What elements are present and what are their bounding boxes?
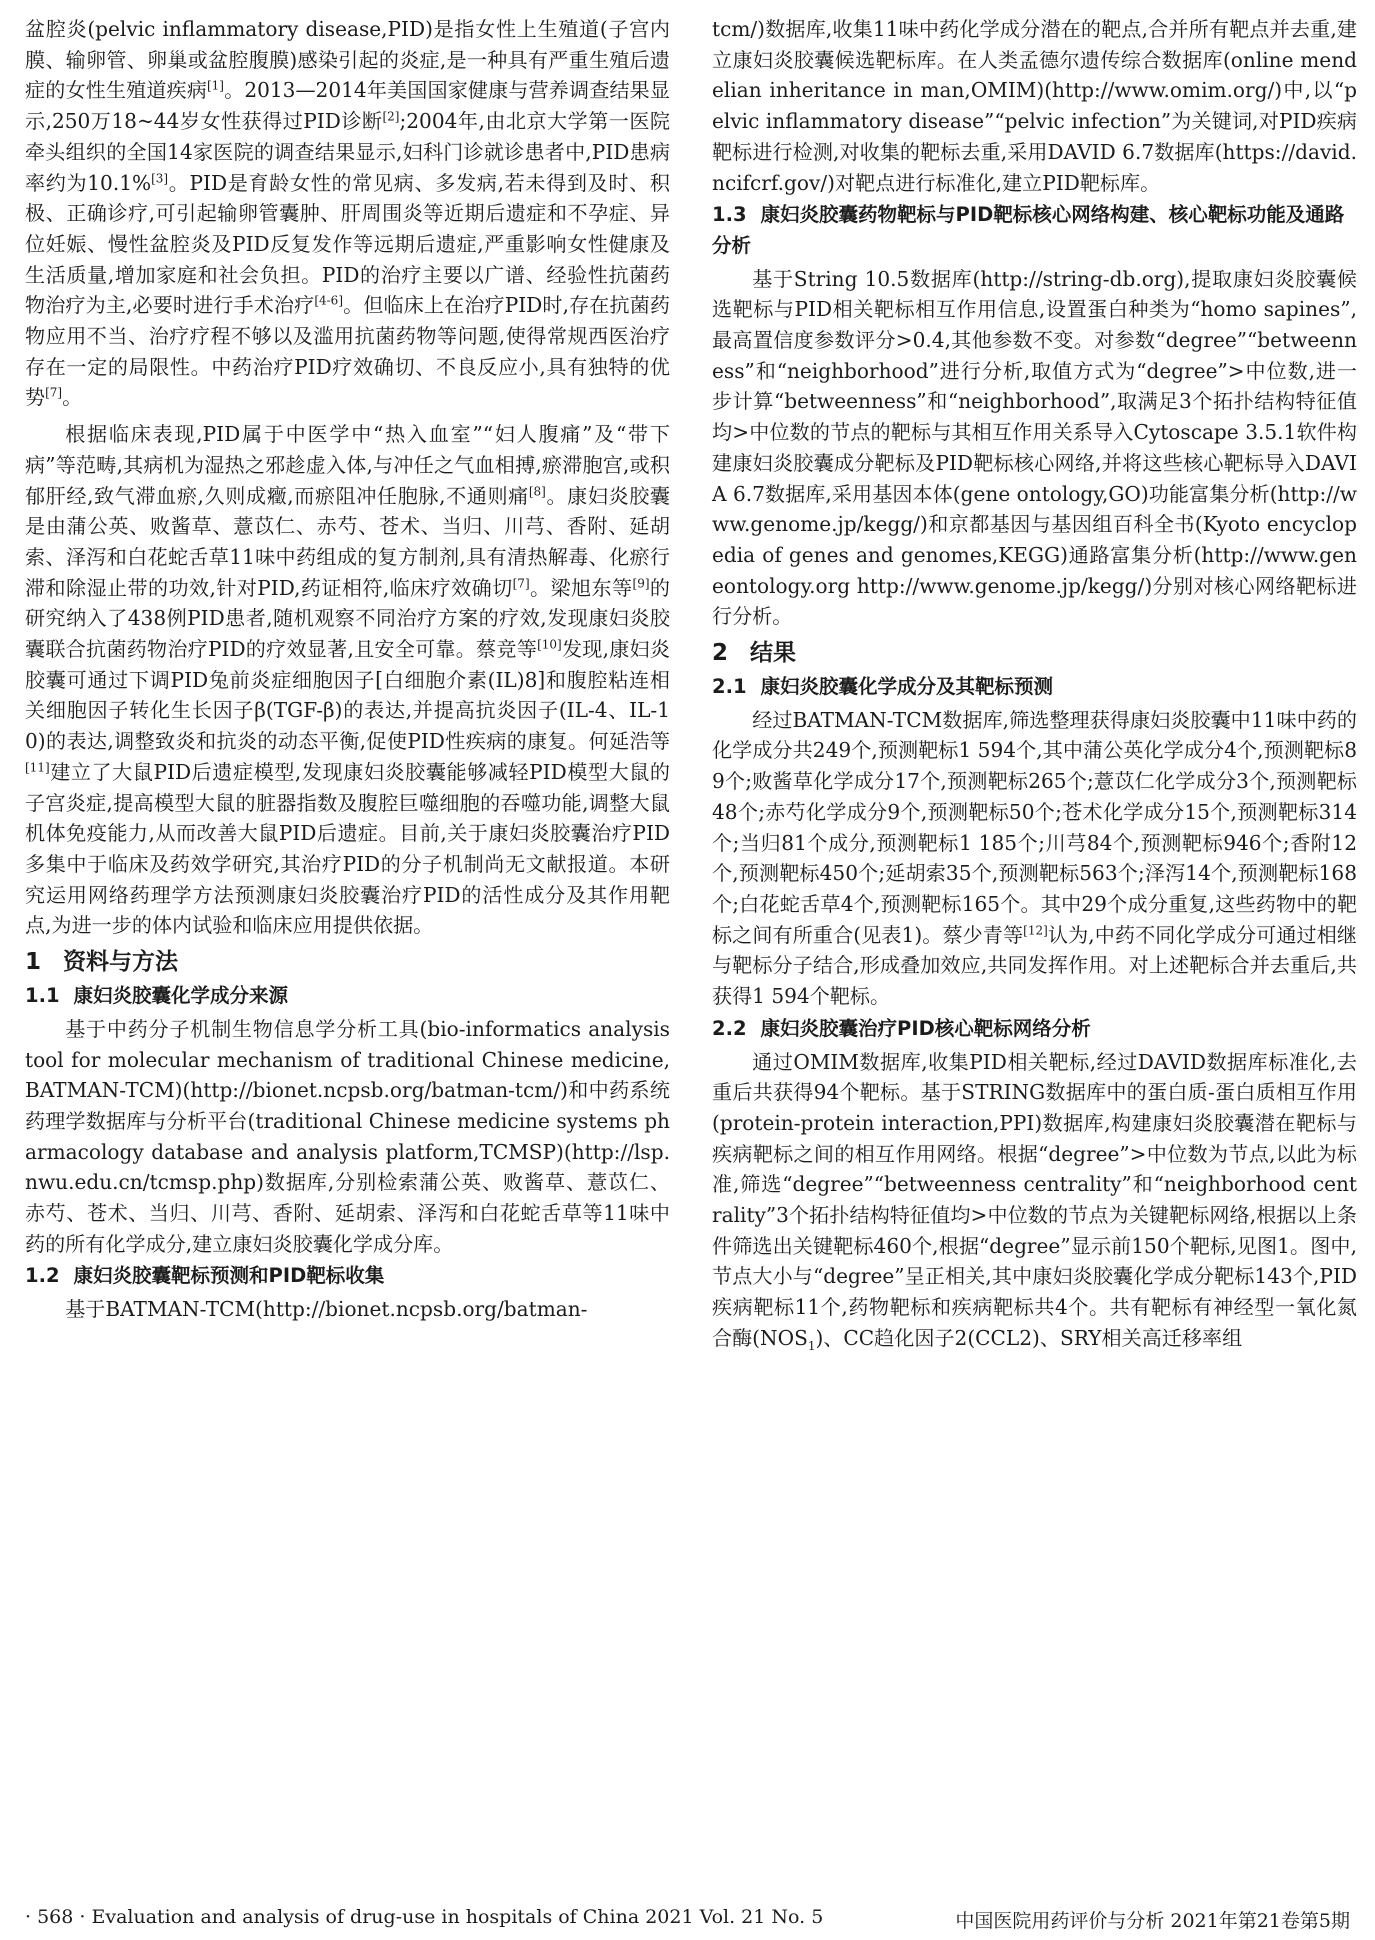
heading-text: 康妇炎胶囊治疗PID核心靶标网络分析 (760, 1016, 1091, 1040)
paragraph (712, 705, 1357, 1012)
text-run: 通过OMIM数据库,收集PID相关靶标,经过DAVID数据库标准化,去重后共获得94个靶标。基于STRING数据库中的蛋白质-蛋白质相互作用(protein-protein interaction,PPI)数据库,构建康妇炎胶囊潜在靶标与疾病靶标之间的相互作用网络。根据“degree”>中位数为节点,以此为标准,筛选“degree”“betweenness centrality”和“neighborhood centrality”3个拓扑结构特征值均>中位数的节点为关键靶标网络,根据以上条件筛选出关键靶标460个,根据“degree”显示前150个靶标,见图1。图中,节点大小与“degree”呈正相关,其中康妇炎胶囊化学成分靶标143个,PID疾病靶标11个,药物靶标和疾病靶标共4个。共有靶标有神经型一氧化氮合酶(NOS (712, 1049, 1357, 1350)
text-run: 。但临床上在治疗PID时,存在抗菌药物应用不当、治疗疗程不够以及滥用抗菌药物等问题,使得常规西医治疗存在一定的局限性。中药治疗PID疗效确切、不良反应小,具有独特的优势 (25, 293, 670, 410)
paragraph (712, 264, 1357, 632)
citation-ref: [10] (537, 637, 562, 652)
subsection-heading (712, 1014, 1357, 1045)
subsection-heading (25, 1261, 670, 1292)
paragraph (25, 419, 670, 941)
text-run: 基于中药分子机制生物信息学分析工具(bio-informatics analysis tool for molecular mechanism of traditional Chinese medicine,BATMAN-TCM)(http://bionet.ncpsb.org/batman-tcm/)和中药系统药理学数据库与分析平台(traditional Chinese medicine systems pharmacology database and analysis platform,TCMSP)(http://lsp.nwu.edu.cn/tcmsp.php)数据库,分别检索蒲公英、败酱草、薏苡仁、赤芍、苍术、当归、川芎、香附、延胡索、泽泻和白花蛇舌草等11味中药的所有化学成分,建立康妇炎胶囊化学成分库。 (25, 1016, 670, 1256)
heading-text: 康妇炎胶囊药物靶标与PID靶标核心网络构建、核心靶标功能及通路分析 (712, 203, 1345, 257)
heading-text: 康妇炎胶囊化学成分来源 (73, 984, 289, 1008)
footer-journal-cn: 中国医院用药评价与分析 2021年第21卷第5期 (955, 1910, 1350, 1932)
heading-number: 1 (25, 949, 42, 976)
footer-journal-en: · 568 · Evaluation and analysis of drug-use in hospitals of China 2021 Vol. 21 No. 5 (25, 1906, 824, 1928)
paragraph (25, 14, 670, 413)
citation-ref: [8] (528, 483, 546, 498)
citation-ref: [9] (632, 575, 650, 590)
heading-text: 康妇炎胶囊靶标预测和PID靶标收集 (73, 1264, 385, 1288)
heading-number: 1.1 (25, 984, 60, 1008)
left-column (25, 14, 670, 1325)
paragraph (712, 14, 1357, 198)
text-run: 。PID是育龄女性的常见病、多发病,若未得到及时、积极、正确诊疗,可引起输卵管囊肿、肝周围炎等近期后遗症和不孕症、异位妊娠、慢性盆腔炎及PID反复发作等远期后遗症,严重影响女性健康及生活质量,增加家庭和社会负担。PID的治疗主要以广谱、经验性抗菌药物治疗为主,必要时进行手术治疗 (25, 170, 670, 318)
heading-text: 结果 (750, 640, 797, 667)
right-column (712, 14, 1357, 1354)
citation-ref: [2] (382, 109, 400, 124)
text-run: 基于String 10.5数据库(http://string-db.org),提取康妇炎胶囊候选靶标与PID相关靶标相互作用信息,设置蛋白种类为“homo sapines”,最高置信度参数评分>0.4,其他参数不变。对参数“degree”“betweenness”和“neighborhood”进行分析,取值方式为“degree”>中位数,进一步计算“betweenness”和“neighborhood”,取满足3个拓扑结构特征值均>中位数的节点的靶标与其相互作用关系导入Cytoscape 3.5.1软件构建康妇炎胶囊成分靶标及PID靶标核心网络,并将这些核心靶标导入DAVIA 6.7数据库,采用基因本体(gene ontology,GO)功能富集分析(http://www.genome.jp/kegg/)和京都基因与基因组百科全书(Kyoto encyclopedia of genes and genomes,KEGG)通路富集分析(http://www.geneontology.org http://www.genome.jp/kegg/)分别对核心网络靶标进行分析。 (712, 266, 1357, 629)
heading-number: 2.2 (712, 1016, 747, 1040)
subscript: 1 (807, 1338, 816, 1353)
text-run: 的研究纳入了438例PID患者,随机观察不同治疗方案的疗效,发现康妇炎胶囊联合抗菌药物治疗PID的疗效显著,且安全可靠。蔡竞等 (25, 575, 671, 662)
text-run: 认为,中药不同化学成分可通过相继与靶标分子结合,形成叠加效应,共同发挥作用。对上述靶标合并去重后,共获得1 594个靶标。 (712, 922, 1357, 1009)
heading-text: 资料与方法 (63, 949, 179, 976)
text-run: 。梁旭东等 (529, 575, 633, 600)
subsection-heading (25, 981, 670, 1012)
citation-ref: [7] (512, 575, 530, 590)
text-run: 。 (62, 385, 83, 410)
citation-ref: [3] (151, 170, 169, 185)
heading-text: 康妇炎胶囊化学成分及其靶标预测 (760, 675, 1054, 699)
heading-number: 2.1 (712, 675, 747, 699)
page-footer (25, 1906, 1350, 1933)
citation-ref: [12] (1023, 923, 1048, 937)
heading-number: 1.2 (25, 1264, 60, 1288)
subsection-heading (712, 200, 1357, 261)
text-run: )、CC趋化因子2(CCL2)、SRY相关高迁移率组 (815, 1325, 1243, 1350)
text-run: 。康妇炎胶囊是由蒲公英、败酱草、薏苡仁、赤芍、苍术、当归、川芎、香附、延胡索、泽泻和白花蛇舌草11味中药组成的复方制剂,具有清热解毒、化瘀行滞和除湿止带的功效,针对PID,药证相符,临床疗效确切 (25, 483, 670, 600)
text-run: ;2004年,由北京大学第一医院牵头组织的全国14家医院的调查结果显示,妇科门诊就诊患者中,PID患病率约为10.1% (25, 109, 671, 195)
subsection-heading (712, 672, 1357, 703)
section-heading (712, 638, 1357, 668)
citation-ref: [7] (45, 385, 63, 400)
heading-number: 1.3 (712, 203, 747, 227)
text-run: tcm/)数据库,收集11味中药化学成分潜在的靶点,合并所有靶点并去重,建立康妇炎胶囊候选靶标库。在人类孟德尔遗传综合数据库(online mendelian inheritance in man,OMIM)(http://www.omim.org/)中,以“pelvic inflammatory disease”“pelvic infection”为关键词,对PID疾病靶标进行检测,对收集的靶标去重,采用DAVID 6.7数据库(https://david.ncifcrf.gov/)对靶点进行标准化,建立PID靶标库。 (712, 17, 1357, 195)
text-run: 根据临床表现,PID属于中医学中“热入血室”“妇人腹痛”及“带下病”等范畴,其病机为湿热之邪趁虚入体,与冲任之气血相搏,瘀滞胞宫,或积郁肝经,致气滞血瘀,久则成癥,而瘀阻冲任胞脉,不通则痛 (25, 422, 670, 508)
text-run: 建立了大鼠PID后遗症模型,发现康妇炎胶囊能够减轻PID模型大鼠的子宫炎症,提高模型大鼠的脏器指数及腹腔巨噬细胞的吞噬功能,调整大鼠机体免疫能力,从而改善大鼠PID后遗症。目前,关于康妇炎胶囊治疗PID多集中于临床及药效学研究,其治疗PID的分子机制尚无文献报道。本研究运用网络药理学方法预测康妇炎胶囊治疗PID的活性成分及其作用靶点,为进一步的体内试验和临床应用提供依据。 (25, 759, 670, 938)
text-run: 基于BATMAN-TCM(http://bionet.ncpsb.org/batman- (65, 1297, 588, 1322)
citation-ref: [1] (206, 78, 224, 93)
text-run: 经过BATMAN-TCM数据库,筛选整理获得康妇炎胶囊中11味中药的化学成分共249个,预测靶标1 594个,其中蒲公英化学成分4个,预测靶标89个;败酱草化学成分17个,预测靶标265个;薏苡仁化学成分3个,预测靶标48个;赤芍化学成分9个,预测靶标50个;苍术化学成分15个,预测靶标314个;当归81个成分,预测靶标1 185个;川芎84个,预测靶标946个;香附12个,预测靶标450个;延胡索35个,预测靶标563个;泽泻14个,预测靶标168个;白花蛇舌草4个,预测靶标165个。其中29个成分重复,这些药物中的靶标之间有所重合(见表1)。蔡少青等 (712, 707, 1357, 947)
paragraph (25, 1014, 670, 1260)
citation-ref: [4-6] (314, 293, 343, 308)
text-run: 盆腔炎(pelvic inflammatory disease,PID)是指女性上生殖道(子宫内膜、输卵管、卵巢或盆腔腹膜)感染引起的炎症,是一种具有严重生殖后遗症的女性生殖道疾病 (25, 17, 670, 103)
section-heading (25, 947, 670, 977)
citation-ref: [11] (25, 760, 50, 775)
text-run: 发现,康妇炎胶囊可通过下调PID兔前炎症细胞因子[白细胞介素(IL)8]和腹腔粘连相关细胞因子转化生长因子β(TGF-β)的表达,并提高抗炎因子(IL-4、IL-10)的表达,调整致炎和抗炎的动态平衡,促使PID性疾病的康复。何延浩等 (25, 637, 670, 754)
paragraph (25, 1294, 670, 1325)
text-run: 。2013—2014年美国国家健康与营养调查结果显示,250万18~44岁女性获得过PID诊断 (25, 78, 670, 134)
heading-number: 2 (712, 640, 729, 667)
paragraph (712, 1047, 1357, 1354)
